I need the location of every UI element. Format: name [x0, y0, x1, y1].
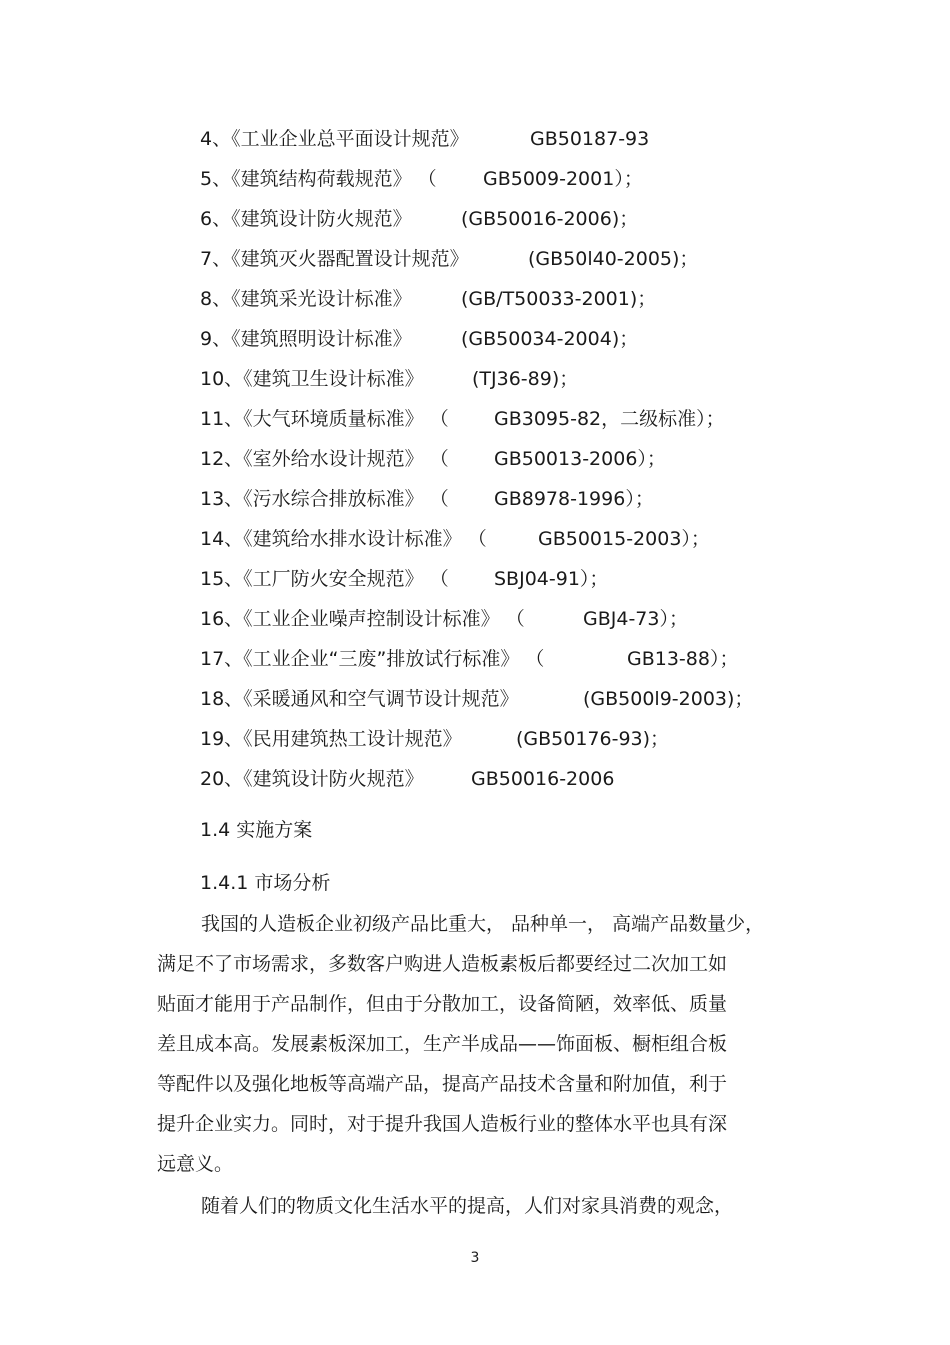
- reference-title: 11、《大气环境质量标准》 （: [200, 408, 449, 430]
- reference-code: GB3095-82，二级标准）；: [494, 408, 725, 430]
- paragraph-line: 差且成本高。发展素板深加工，生产半成品——饰面板、橱柜组合板: [157, 1033, 728, 1055]
- reference-title: 20、《建筑设计防火规范》: [200, 768, 424, 790]
- reference-title: 5、《建筑结构荷载规范》 （: [200, 168, 437, 190]
- reference-title: 16、《工业企业噪声控制设计标准》 （: [200, 608, 525, 630]
- body-paragraph: [157, 904, 837, 1184]
- paragraph-line: 满足不了市场需求，多数客户购进人造板素板后都要经过二次加工如: [157, 953, 728, 975]
- reference-code: GB50016-2006: [471, 768, 615, 790]
- reference-title: 17、《工业企业“三废”排放试行标准》 （: [200, 648, 545, 670]
- reference-code: (GB50034-2004)；: [461, 328, 639, 350]
- reference-title: 6、《建筑设计防火规范》: [200, 208, 412, 230]
- reference-code: GB13-88）；: [627, 648, 739, 670]
- reference-title: 9、《建筑照明设计标准》: [200, 328, 412, 350]
- reference-title: 7、《建筑灭火器配置设计规范》: [200, 248, 469, 270]
- paragraph-line: 远意义。: [157, 1153, 234, 1175]
- reference-code: GB50187-93: [530, 128, 650, 150]
- paragraph-line: 等配件以及强化地板等高端产品，提高产品技术含量和附加值，利于: [157, 1073, 728, 1095]
- reference-code: (GB/T50033-2001)；: [461, 288, 657, 310]
- reference-code: SBJ04-91）；: [494, 568, 609, 590]
- reference-code: GB5009-2001）；: [483, 168, 643, 190]
- reference-title: 14、《建筑给水排水设计标准》 （: [200, 528, 487, 550]
- reference-code: (GB50l40-2005)；: [528, 248, 699, 270]
- paragraph-line: 我国的人造板企业初级产品比重大， 品种单一， 高端产品数量少，: [201, 913, 765, 935]
- page-number: 3: [470, 1250, 480, 1266]
- reference-title: 15、《工厂防火安全规范》 （: [200, 568, 449, 590]
- reference-code: (GB50176-93)；: [516, 728, 670, 750]
- reference-title: 18、《采暖通风和空气调节设计规范》: [200, 688, 519, 710]
- subsection-heading: 1.4.1 市场分析: [200, 872, 331, 894]
- paragraph-line: 提升企业实力。同时，对于提升我国人造板行业的整体水平也具有深: [157, 1113, 728, 1135]
- reference-code: (GB50016-2006)；: [461, 208, 639, 230]
- reference-code: GB50013-2006）；: [494, 448, 666, 470]
- reference-code: GBJ4-73）；: [583, 608, 688, 630]
- reference-title: 13、《污水综合排放标准》 （: [200, 488, 449, 510]
- reference-title: 4、《工业企业总平面设计规范》: [200, 128, 469, 150]
- section-heading: 1.4 实施方案: [200, 819, 313, 841]
- paragraph-line: 贴面才能用于产品制作，但由于分散加工，设备简陋，效率低、质量: [157, 993, 728, 1015]
- reference-title: 10、《建筑卫生设计标准》: [200, 368, 424, 390]
- reference-code: GB50015-2003）；: [538, 528, 710, 550]
- reference-title: 8、《建筑采光设计标准》: [200, 288, 412, 310]
- reference-code: (TJ36-89)；: [472, 368, 579, 390]
- reference-code: (GB500l9-2003)；: [583, 688, 754, 710]
- reference-code: GB8978-1996）；: [494, 488, 654, 510]
- body-paragraph: [157, 1186, 837, 1226]
- reference-title: 12、《室外给水设计规范》 （: [200, 448, 449, 470]
- paragraph-line: 随着人们的物质文化生活水平的提高，人们对家具消费的观念，: [201, 1195, 734, 1217]
- reference-title: 19、《民用建筑热工设计规范》: [200, 728, 462, 750]
